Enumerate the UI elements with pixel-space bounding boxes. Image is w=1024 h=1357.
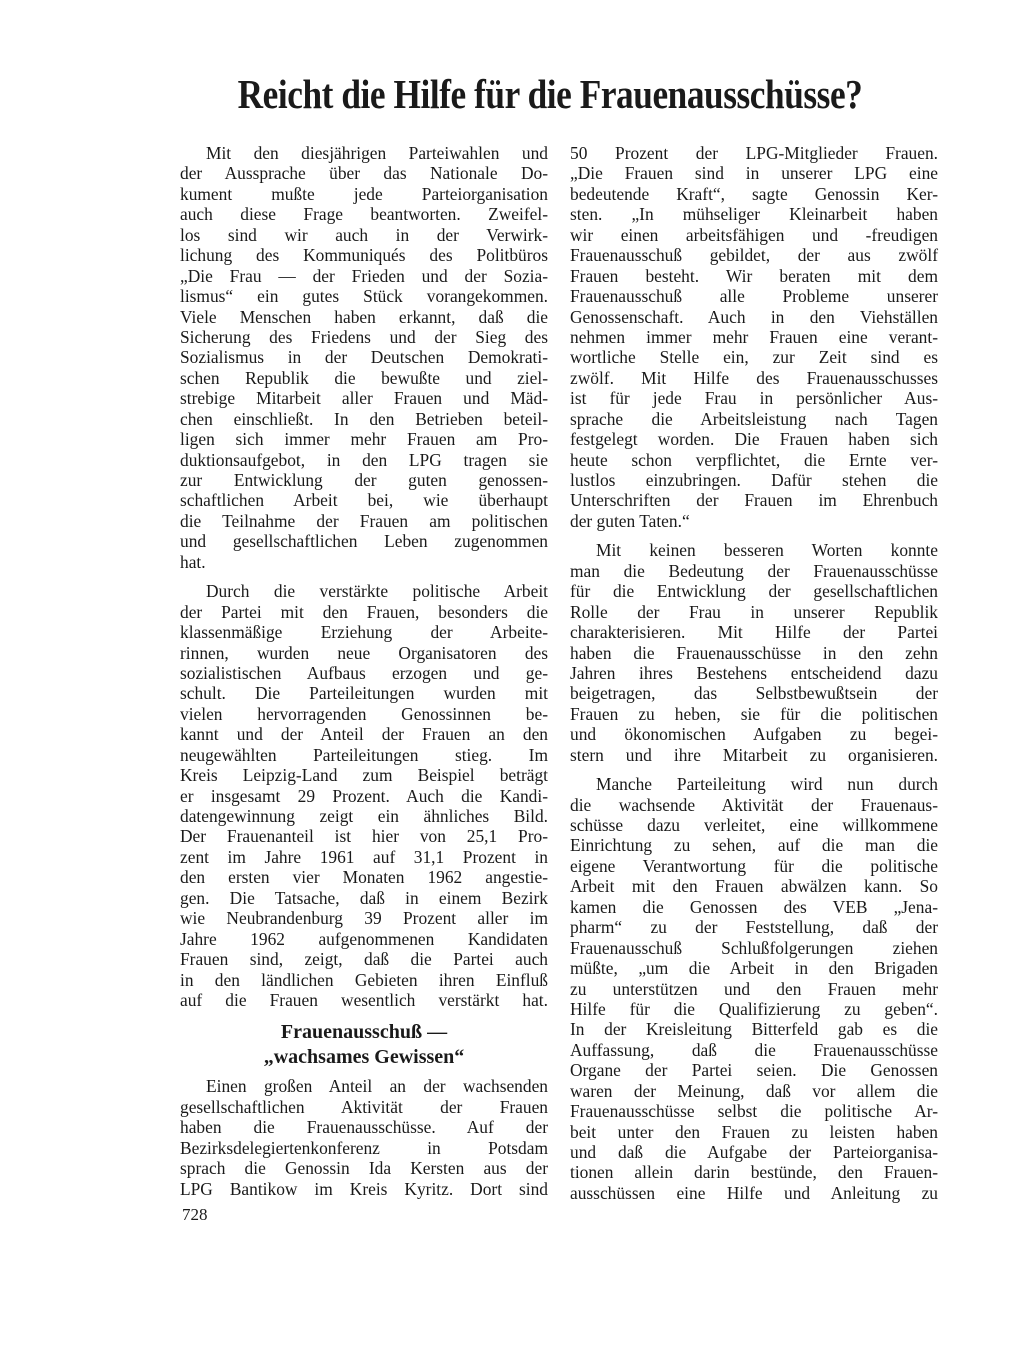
text-line: Frauen sind, zeigt, daß die Partei auch	[180, 949, 548, 970]
text-line: Durch die verstärkte politische Arbeit	[206, 581, 548, 602]
text-line: in den ländlichen Gebieten ihren Einfluß	[180, 969, 548, 990]
text-line: Frauenausschuß alle Probleme unserer	[570, 286, 938, 307]
text-line: kannt und der Anteil der Frauen an den	[180, 724, 548, 745]
text-line: sprach die Genossin Ida Kersten aus der	[180, 1158, 548, 1179]
text-line: beigetragen, das Selbstbewußtsein der	[570, 683, 938, 704]
text-line: „Die Frauen sind in unserer LPG eine	[570, 163, 938, 184]
text-line: LPG Bantikow im Kreis Kyritz. Dort sind	[180, 1178, 548, 1199]
text-line: Einen großen Anteil an der wachsenden	[206, 1076, 548, 1097]
text-line: Manche Parteileitung wird nun durch	[596, 774, 938, 795]
text-line: Unterschriften der Frauen im Ehrenbuch	[570, 490, 938, 511]
text-line: man die Bedeutung der Frauenausschüsse	[570, 560, 938, 581]
text-line: kamen die Genossen des VEB „Jena-	[570, 896, 938, 917]
text-line: Rolle der Frau in unserer Republik	[570, 601, 938, 622]
text-line: Frauenausschüsse selbst die politische Ar-	[570, 1101, 938, 1122]
text-line: Jahren ihres Bestehens entscheidend dazu	[570, 662, 938, 683]
text-line: Arbeit mit den Frauen abwälzen kann. So	[570, 876, 938, 897]
text-line: ist für jede Frau in persönlicher Aus-	[570, 388, 938, 409]
text-line: Kreis Leipzig-Land zum Beispiel beträgt	[180, 765, 548, 786]
text-line: gesellschaftlichen Aktivität der Frauen	[180, 1096, 548, 1117]
text-line: wie Neubrandenburg 39 Prozent aller im	[180, 908, 548, 929]
text-line: Hilfe für die Qualifizierung zu geben“.	[570, 998, 938, 1019]
text-line: Frauenausschuß Schlußfolgerungen ziehen	[570, 937, 938, 958]
text-line: Viele Menschen haben erkannt, daß die	[180, 306, 548, 327]
text-line: Einrichtung zu sehen, auf die man die	[570, 835, 938, 856]
text-line: zur Entwicklung der guten genossen-	[180, 470, 548, 490]
text-line: wir einen arbeitsfähigen und -freudigen	[570, 224, 938, 245]
text-line: Frauenausschuß gebildet, der aus zwölf	[570, 245, 938, 266]
text-line: den ersten vier Monaten 1962 angestie-	[180, 867, 548, 888]
text-line: schaftlichen Arbeit bei, wie überhaupt	[180, 490, 548, 511]
text-line: wortliche Stelle ein, zur Zeit sind es	[570, 347, 938, 368]
text-line: Organe der Partei seien. Die Genossen	[570, 1060, 938, 1081]
text-line: lustlos einzubringen. Dafür stehen die	[570, 470, 938, 490]
text-line: Jahre 1962 aufgenommenen Kandidaten	[180, 928, 548, 949]
text-line: Bezirksdelegiertenkonferenz in Potsdam	[180, 1137, 548, 1158]
text-line: neugewählten Parteileitungen stieg. Im	[180, 744, 548, 765]
text-line: waren der Meinung, daß vor allem die	[570, 1080, 938, 1101]
text-line: die wachsende Aktivität der Frauenaus-	[570, 794, 938, 815]
text-line: haben die Frauenausschüsse in den zehn	[570, 642, 938, 663]
text-line: lismus“ ein gutes Stück vorangekommen.	[180, 286, 548, 307]
paragraph	[180, 581, 548, 1010]
text-line: die Teilnahme der Frauen am politischen	[180, 510, 548, 531]
text-line: sten. „In mühseliger Kleinarbeit haben	[570, 204, 938, 225]
text-line: los sind wir auch in der Verwirk-	[180, 224, 548, 245]
text-line: für die Entwicklung der gesellschaftlichen	[570, 581, 938, 602]
left-column	[180, 143, 548, 1199]
text-line: der Partei mit den Frauen, besonders die	[180, 601, 548, 622]
text-line: datengewinnung zeigt ein ähnliches Bild.	[180, 806, 548, 826]
text-line: zu unterstützen und den Frauen mehr	[570, 978, 938, 999]
text-line: In der Kreisleitung Bitterfeld gab es die	[570, 1019, 938, 1040]
text-line: 50 Prozent der LPG-Mitglieder Frauen.	[570, 143, 938, 163]
paragraph	[570, 774, 938, 1203]
text-line: pharm“ zu der Feststellung, daß der	[570, 917, 938, 938]
text-line: zwölf. Mit Hilfe des Frauenausschusses	[570, 367, 938, 388]
paragraph	[180, 1076, 548, 1199]
text-line: klassenmäßige Erziehung der Arbeite-	[180, 622, 548, 643]
text-line: zent im Jahre 1961 auf 31,1 Prozent in	[180, 846, 548, 867]
paragraph	[570, 143, 938, 531]
text-line: hat.	[180, 551, 206, 572]
text-line: müßte, „um die Arbeit in den Brigaden	[570, 958, 938, 979]
text-line: charakterisieren. Mit Hilfe der Partei	[570, 622, 938, 643]
text-line: Frauen besteht. Wir beraten mit dem	[570, 265, 938, 286]
text-line: der Aussprache über das Nationale Do-	[180, 163, 548, 184]
text-line: der guten Taten.“	[570, 510, 690, 531]
text-line: schüsse dazu verleitet, eine willkommene	[570, 815, 938, 835]
text-line: beit unter den Frauen zu leisten haben	[570, 1121, 938, 1142]
text-line: sprache die Arbeitsleistung nach Tagen	[570, 408, 938, 429]
text-line: Mit den diesjährigen Parteiwahlen und	[206, 143, 548, 163]
text-line: festgelegt worden. Die Frauen haben sich	[570, 429, 938, 450]
section-heading-line: Frauenausschuß —	[280, 1021, 448, 1044]
text-line: chen einschließt. In den Betrieben beteil-	[180, 408, 548, 429]
text-line: schen Republik die bewußte und ziel-	[180, 367, 548, 388]
text-line: „Die Frau — der Frieden und der Sozia-	[180, 265, 548, 286]
text-line: er insgesamt 29 Prozent. Auch die Kandi-	[180, 785, 548, 806]
text-line: heute schon verpflichtet, die Ernte ver-	[570, 449, 938, 470]
text-line: sozialistischen Aufbaus erzogen und ge-	[180, 662, 548, 683]
text-line: rinnen, wurden neue Organisatoren des	[180, 642, 548, 663]
paragraph	[180, 143, 548, 572]
text-line: und gesellschaftlichen Leben zugenommen	[180, 531, 548, 552]
text-line: strebige Mitarbeit aller Frauen und Mäd-	[180, 388, 548, 409]
text-line: Auffassung, daß die Frauenausschüsse	[570, 1039, 938, 1060]
text-line: ligen sich immer mehr Frauen am Pro-	[180, 429, 548, 450]
text-line: nehmen immer mehr Frauen eine verant-	[570, 326, 938, 347]
text-line: kument mußte jede Parteiorganisation	[180, 183, 548, 204]
text-line: vielen hervorragenden Genossinnen be-	[180, 703, 548, 724]
section-heading-line: „wachsames Gewissen“	[263, 1046, 465, 1069]
text-line: und daß die Aufgabe der Parteiorganisa-	[570, 1142, 938, 1162]
text-line: eigene Verantwortung für die politische	[570, 855, 938, 876]
text-line: bedeutende Kraft“, sagte Genossin Ker-	[570, 183, 938, 204]
text-line: auf die Frauen wesentlich verstärkt hat.	[180, 989, 548, 1010]
page-number: 728	[182, 1205, 208, 1224]
text-line: ausschüssen eine Hilfe und Anleitung zu	[570, 1182, 938, 1203]
text-line: haben die Frauenausschüsse. Auf der	[180, 1117, 548, 1138]
page-title: Reicht die Hilfe für die Frauenausschüsse?	[237, 71, 863, 117]
text-line: lichung des Kommuniqués des Politbüros	[180, 245, 548, 266]
text-line: Der Frauenanteil ist hier von 25,1 Pro-	[180, 826, 548, 847]
section-heading	[180, 1020, 548, 1070]
paragraph	[570, 540, 938, 765]
text-line: und ökonomischen Aufgaben zu begei-	[570, 724, 938, 745]
text-line: tionen allein darin bestünde, den Frauen-	[570, 1162, 938, 1183]
text-line: Frauen zu heben, sie für die politischen	[570, 703, 938, 724]
text-line: Mit keinen besseren Worten konnte	[596, 540, 938, 561]
text-line: Genossenschaft. Auch in den Viehställen	[570, 306, 938, 327]
text-line: gen. Die Tatsache, daß in einem Bezirk	[180, 887, 548, 908]
text-line: schult. Die Parteileitungen wurden mit	[180, 683, 548, 704]
text-line: duktionsaufgebot, in den LPG tragen sie	[180, 449, 548, 470]
text-line: Sicherung des Friedens und der Sieg des	[180, 326, 548, 347]
right-column	[570, 143, 938, 1203]
text-line: Sozialismus in der Deutschen Demokrati-	[180, 347, 548, 368]
text-line: stern und ihre Mitarbeit zu organisieren.	[570, 744, 938, 765]
text-line: auch diese Frage beantworten. Zweifel-	[180, 204, 548, 225]
